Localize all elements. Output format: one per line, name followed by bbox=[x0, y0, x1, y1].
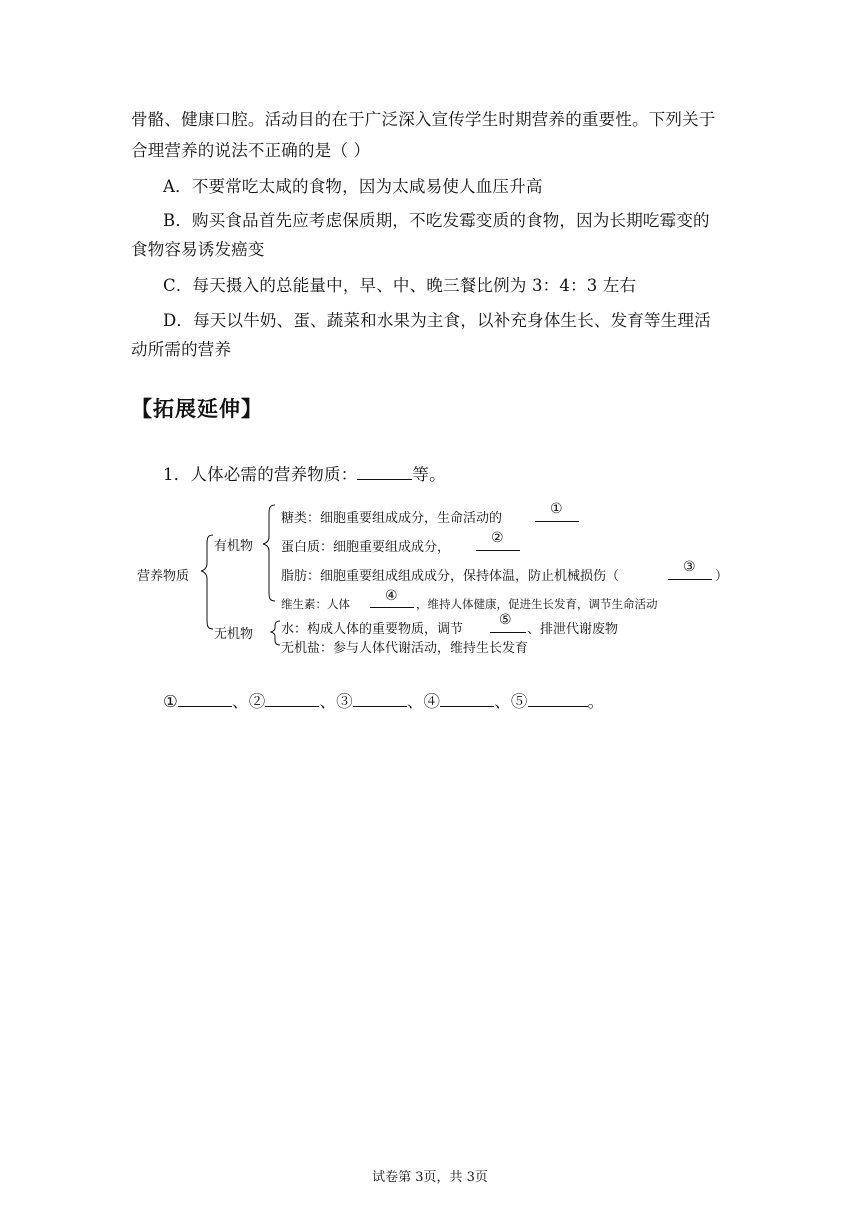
diagram-fat-close: ） bbox=[715, 569, 729, 584]
option-d-line1: D．每天以牛奶、蛋、蔬菜和水果为主食，以补充身体生长、发育等生理活 bbox=[163, 311, 711, 330]
diagram-water-pre: 水：构成人体的重要物质，调节 bbox=[281, 622, 464, 637]
option-c: C．每天摄入的总能量中，早、中、晚三餐比例为 3：4：3 左右 bbox=[163, 276, 637, 295]
answer-blank-3[interactable] bbox=[353, 692, 407, 707]
blank-2-line bbox=[476, 550, 520, 551]
answer-mark-2: 、② bbox=[232, 692, 266, 711]
q1-blank[interactable] bbox=[357, 465, 412, 480]
blank-3-line bbox=[668, 579, 712, 580]
mark-2: ② bbox=[491, 530, 504, 546]
answer-mark-1: ① bbox=[163, 692, 178, 711]
diagram-vitamin-pre: 维生素：人体 bbox=[281, 597, 350, 611]
mark-1: ① bbox=[550, 501, 563, 517]
page-footer: 试卷第 3页，共 3页 bbox=[372, 1170, 488, 1185]
answer-mark-3: 、③ bbox=[319, 692, 353, 711]
diagram-salt: 无机盐：参与人体代谢活动，维持生长发育 bbox=[281, 641, 529, 656]
diagram-vitamin-post: ，维持人体健康，促进生长发育，调节生命活动 bbox=[416, 597, 658, 611]
answer-blank-4[interactable] bbox=[440, 692, 494, 707]
answer-mark-5: 、⑤ bbox=[494, 692, 528, 711]
answer-mark-4: 、④ bbox=[406, 692, 441, 711]
blank-5-line bbox=[490, 632, 526, 633]
blank-4-line bbox=[370, 607, 414, 608]
answer-blank-2[interactable] bbox=[265, 692, 319, 707]
section-heading: 【拓展延伸】 bbox=[131, 397, 263, 421]
question-stem-line2: 合理营养的说法不正确的是（ ） bbox=[131, 141, 371, 160]
diagram-root: 营养物质 bbox=[137, 569, 190, 584]
diagram-fat: 脂肪：细胞重要组成组成成分，保持体温，防止机械损伤（ bbox=[281, 569, 620, 584]
answer-end: 。 bbox=[587, 692, 605, 711]
option-a: A．不要常吃太咸的食物，因为太咸易使人血压升高 bbox=[163, 177, 543, 196]
diagram-sugar: 糖类：细胞重要组成成分，生命活动的 bbox=[281, 511, 503, 526]
diagram-organic: 有机物 bbox=[214, 539, 254, 554]
blank-1-line bbox=[535, 521, 579, 522]
diagram-water-post: 、排泄代谢废物 bbox=[527, 622, 619, 637]
answer-blank-1[interactable] bbox=[178, 692, 232, 707]
option-b-line2: 食物容易诱发癌变 bbox=[131, 240, 265, 259]
answer-line bbox=[163, 688, 604, 712]
diagram-inorganic: 无机物 bbox=[214, 627, 254, 642]
mark-4: ④ bbox=[385, 588, 398, 604]
q1-suffix: 等。 bbox=[412, 465, 446, 484]
option-b-line1: B．购买食品首先应考虑保质期，不吃发霉变质的食物，因为长期吃霉变的 bbox=[163, 211, 710, 230]
answer-blank-5[interactable] bbox=[528, 692, 588, 707]
diagram-protein: 蛋白质：细胞重要组成成分， bbox=[281, 540, 451, 555]
question-stem-line1: 骨骼、健康口腔。活动目的在于广泛深入宣传学生时期营养的重要性。下列关于 bbox=[131, 110, 716, 129]
option-d-line2: 动所需的营养 bbox=[131, 340, 232, 359]
q1-line bbox=[163, 461, 446, 485]
nutrition-diagram bbox=[135, 495, 735, 665]
mark-3: ③ bbox=[683, 559, 696, 575]
q1-prefix: 1．人体必需的营养物质： bbox=[163, 465, 358, 484]
mark-5: ⑤ bbox=[499, 612, 512, 628]
